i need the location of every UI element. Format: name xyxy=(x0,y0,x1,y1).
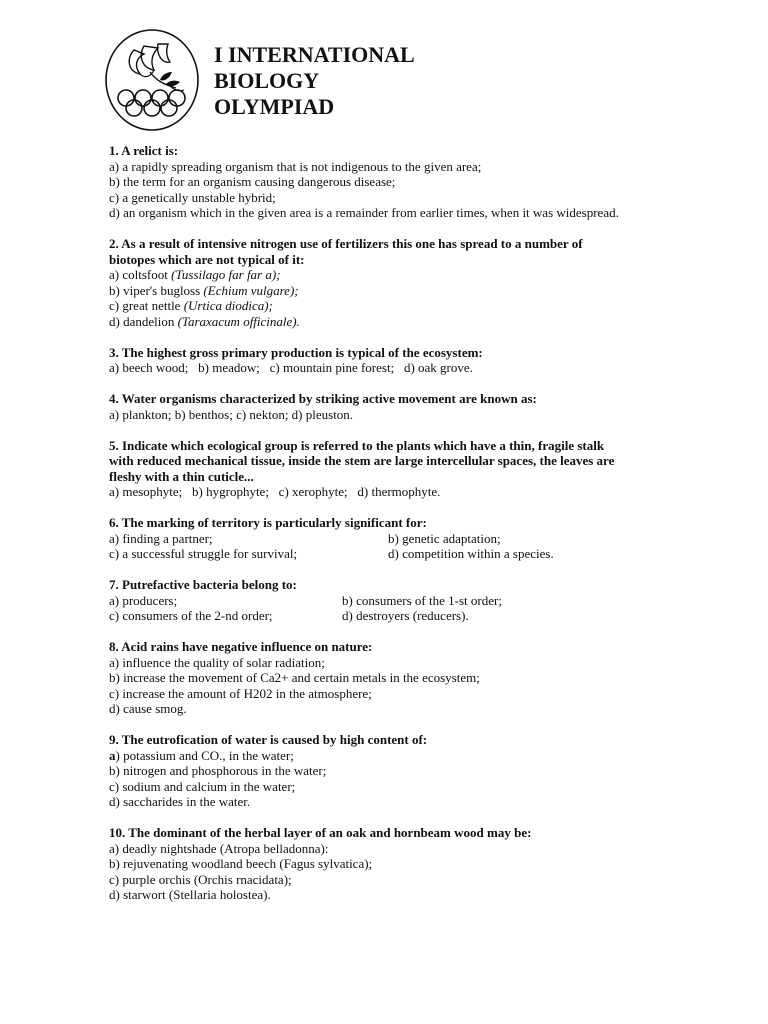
question-5-answers: a) mesophyte; b) hygrophyte; c) xerophyte; d) thermophyte. xyxy=(109,484,441,499)
question-6-answer-c: c) a successful struggle for survival; xyxy=(109,546,298,561)
question-2-answer-b xyxy=(109,283,709,299)
question-2-answer-a xyxy=(109,267,709,283)
question-8-answer-b: b) increase the movement of Ca2+ and certain metals in the ecosystem; xyxy=(109,670,480,685)
question-6 xyxy=(109,515,709,562)
answer-label: c) great nettle xyxy=(109,298,184,313)
title-line-1: I INTERNATIONAL xyxy=(214,42,415,67)
question-10-text: 10. The dominant of the herbal layer of an oak and hornbeam wood may be: xyxy=(109,825,532,840)
question-10-answer-c: c) purple orchis (Orchis rnacidata); xyxy=(109,871,292,887)
question-1-text: 1. A relict is: xyxy=(109,143,179,158)
question-5 xyxy=(109,438,709,500)
question-9-answer-b: b) nitrogen and phosphorous in the water; xyxy=(109,763,327,778)
question-8-answer-c: c) increase the amount of H202 in the atmosphere; xyxy=(109,685,372,701)
answer-text: ) potassium and CO., in the water; xyxy=(115,747,294,763)
question-4 xyxy=(109,391,709,422)
question-7-answer-row xyxy=(109,608,709,624)
question-5-text-line-2: with reduced mechanical tissue, inside the stem are large intercellular spaces, the leaves are xyxy=(109,453,615,468)
question-3 xyxy=(109,345,709,376)
title-line-2: BIOLOGY xyxy=(214,68,320,93)
question-7-answer-d: d) destroyers (reducers). xyxy=(342,608,469,623)
question-9-text: 9. The eutrofication of water is caused by high content of: xyxy=(109,732,428,747)
question-6-answer-row xyxy=(109,546,709,562)
question-1 xyxy=(109,143,709,221)
question-8-text: 8. Acid rains have negative influence on nature: xyxy=(109,639,373,654)
question-1-answer-b: b) the term for an organism causing dangerous disease; xyxy=(109,174,396,189)
question-7-answer-c: c) consumers of the 2-nd order; xyxy=(109,608,273,623)
question-8-answer-a: a) influence the quality of solar radiation; xyxy=(109,654,325,670)
question-1-answer-d: d) an organism which in the given area is a remainder from earlier times, when it was widespread. xyxy=(109,205,619,220)
question-6-answer-a: a) finding a partner; xyxy=(109,530,213,546)
question-1-answer-a: a) a rapidly spreading organism that is not indigenous to the given area; xyxy=(109,158,482,174)
question-9-answer-a xyxy=(109,748,709,764)
answer-label: d) dandelion xyxy=(109,313,178,329)
question-10 xyxy=(109,825,709,903)
question-7 xyxy=(109,577,709,624)
question-6-answer-b: b) genetic adaptation; xyxy=(388,530,501,546)
question-10-answer-b: b) rejuvenating woodland beech (Fagus sylvatica); xyxy=(109,856,373,871)
question-9-answer-d: d) saccharides in the water. xyxy=(109,794,251,809)
scientific-name: (Urtica diodica); xyxy=(183,298,273,313)
question-8-answer-d: d) cause smog. xyxy=(109,701,187,716)
question-10-answer-d: d) starwort (Stellaria holostea). xyxy=(109,887,271,902)
question-7-answer-b: b) consumers of the 1-st order; xyxy=(342,592,502,608)
question-5-text-line-1: 5. Indicate which ecological group is referred to the plants which have a thin, fragile stalk xyxy=(109,437,605,453)
question-4-answers: a) plankton; b) benthos; c) nekton; d) pleuston. xyxy=(109,406,354,422)
question-2 xyxy=(109,236,709,329)
scientific-name: (Tussilago far far a); xyxy=(171,267,281,282)
question-7-answer-a: a) producers; xyxy=(109,592,178,608)
question-2-answer-d xyxy=(109,314,709,330)
question-6-answer-row xyxy=(109,531,709,547)
title-line-3: OLYMPIAD xyxy=(214,94,335,119)
question-6-text: 6. The marking of territory is particularly significant for: xyxy=(109,515,427,530)
question-10-answer-a: a) deadly nightshade (Atropa belladonna): xyxy=(109,840,329,856)
question-7-answer-row xyxy=(109,593,709,609)
question-9-answer-c: c) sodium and calcium in the water; xyxy=(109,778,296,794)
question-2-answer-c xyxy=(109,298,709,314)
question-3-answers: a) beech wood; b) meadow; c) mountain pine forest; d) oak grove. xyxy=(109,360,473,375)
question-9 xyxy=(109,732,709,810)
scientific-name: (Echium vulgare); xyxy=(203,282,299,298)
answer-label: a) coltsfoot xyxy=(109,267,172,282)
answer-letter: a xyxy=(109,747,116,763)
question-6-answer-d: d) competition within a species. xyxy=(388,546,554,561)
question-2-text-line-1: 2. As a result of intensive nitrogen use of fertilizers this one has spread to a number of xyxy=(109,236,583,251)
question-7-text: 7. Putrefactive bacteria belong to: xyxy=(109,577,297,592)
answer-label: b) viper's bugloss xyxy=(109,282,204,298)
question-1-answer-c: c) a genetically unstable hybrid; xyxy=(109,189,276,205)
question-list xyxy=(109,143,709,918)
scientific-name: (Taraxacum officinale). xyxy=(177,313,300,329)
question-3-text: 3. The highest gross primary production is typical of the ecosystem: xyxy=(109,344,483,360)
question-2-text-line-2: biotopes which are not typical of it: xyxy=(109,251,305,267)
document-title xyxy=(214,42,415,120)
question-5-text-line-3: fleshy with a thin cuticle... xyxy=(109,468,254,484)
question-4-text: 4. Water organisms characterized by striking active movement are known as: xyxy=(109,391,537,406)
olympiad-emblem-logo xyxy=(104,28,200,132)
question-8 xyxy=(109,639,709,717)
